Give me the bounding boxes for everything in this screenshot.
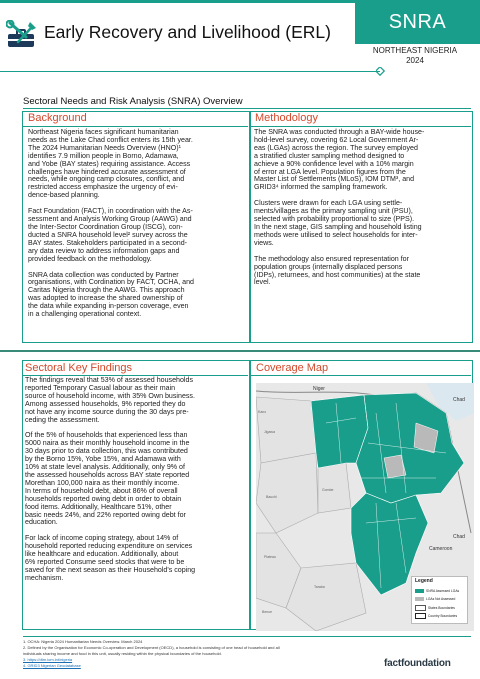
- methodology-heading-rule: [251, 126, 471, 127]
- map-label-bauchi: Bauchi: [266, 495, 277, 499]
- background-paragraph-3: SNRA data collection was conducted by Partner organisations, with Cordination by FACT, OCHA, and Caritas Nigeria through the AAWG. This approach was adopted to increase the shared ownership of the data while expanding in-person coverage, even in a challenging operational context.: [28, 270, 194, 319]
- region-name: NORTHEAST NIGERIA: [372, 46, 458, 55]
- section-divider: [23, 108, 471, 109]
- footnote-2-cont: individuals sharing income and food in this unit, usually residing within the physical boundaries of the household.: [23, 651, 222, 656]
- background-paragraph-1: Northeast Nigeria faces significant humanitarian needs as the Lake Chad conflict enters its 15th year. The 2024 Humanitarian Needs Overview (HNO)¹ identifies 7.9 million people in Borno, Adamawa, and Yobe (BAY states) requiring assistance. Access challenges have hindered accurate assessment of needs, while ongoing camp closures, conflict, and restricted access emphasize the urgency of evi- dence-based planning.: [28, 128, 193, 200]
- divider-diamond-icon: [376, 67, 386, 77]
- region-label: [355, 46, 475, 66]
- map-label-taraba: Taraba: [314, 585, 325, 589]
- footer-divider: [23, 636, 471, 637]
- methodology-heading: Methodology: [255, 112, 318, 124]
- legend-swatch-not-assessed: [415, 597, 424, 601]
- map-label-plateau: Plateau: [264, 555, 276, 559]
- findings-paragraph-1: The findings reveal that 53% of assessed households reported Temporary Casual labour as their main source of household income, with 35% Own business. Among assessed households, 9% reported they do not have any income source during the 30 days pre- ceding the assessment.: [25, 376, 195, 424]
- region-year: 2024: [406, 56, 424, 65]
- background-text: [28, 129, 250, 319]
- background-heading: Background: [28, 112, 87, 124]
- background-heading-rule: [23, 126, 248, 127]
- findings-paragraph-3: For lack of income coping strategy, about 14% of household reported reducing expenditure on services like healthcare and education. Additionally, about 6% reported Consume seed stocks that were to be saved for the next season as their Household's coping mechanism.: [25, 534, 196, 582]
- footnote-1: 1. OCHA: Nigeria 2024 Humanitarian Needs Overview. March 2024: [23, 639, 143, 644]
- header-divider: [0, 71, 380, 72]
- findings-heading: Sectoral Key Findings: [25, 362, 132, 374]
- map-label-jigawa: Jigawa: [264, 430, 275, 434]
- map-label-chad-right: Chad: [453, 534, 465, 540]
- map-label-kano: Kano: [258, 410, 267, 414]
- findings-text: [25, 377, 249, 583]
- map-label-cameroon: Cameroon: [429, 546, 453, 552]
- tools-icon: [6, 20, 40, 50]
- legend-item-not-assessed: LGAs Not Assessed: [415, 597, 455, 601]
- legend-item-assessed: SNRA Assessed LGAs: [415, 589, 459, 593]
- legend-swatch-country: [415, 613, 426, 619]
- background-paragraph-2: Fact Foundation (FACT), in coordination with the As- sessment and Analysis Working Group (AAWG) and the Inter-Sector Coordination Group (ISCG), con- ducted a SNRA household level² survey across the BAY states. Stakeholders participated in a second- ary data review to address information gaps and provided feedback on the methodology.: [28, 207, 193, 263]
- map-label-chad-top: Chad: [453, 397, 465, 403]
- methodology-text: [254, 129, 472, 287]
- findings-paragraph-2: Of the 5% of households that experienced less than 5000 naira as their monthly household income in the 30 days prior to data collection, this was contributed by the Borno 15%, Yobe 15%, and Adamawa with 10% at state level analysis. Additionally, only 9% of the assessed households across BAY state reported Morethan 100,000 naira as their monthly income. In terms of household debt, about 86% of overall households reported owing debt in order to obtain food items. Additionally, Healthcare 51%, other basic needs 24%, and 22% reported owing debt for education.: [25, 431, 190, 527]
- footnote-2: 2. Defined by the Organisation for Economic Co-operation and Development (OECD), a household is consisting of one head of household and all: [23, 645, 280, 650]
- methodology-paragraph-1: The SNRA was conducted through a BAY-wide house- hold-level survey, covering 62 Local Government Ar- eas (LGAs) across the region. The survey employed a stratified cluster sampling method designed to achieve a 90% confidence level with a 10% margin of error at LGA level. Population figures from the Master List of Settlements (MLoS), IOM DTM³, and GRID3⁴ informed the sampling framework.: [254, 128, 425, 192]
- middle-divider: [0, 350, 480, 352]
- footnote-4-link[interactable]: 4. GRID3 Nigerian Geodatabase: [23, 663, 81, 668]
- legend-item-states: States Boundaries: [415, 605, 455, 611]
- legend-item-country: Country Boundaries: [415, 613, 457, 619]
- footnote-3-link[interactable]: 3. https://dtm.iom.int/nigeria: [23, 657, 73, 662]
- map-heading: Coverage Map: [256, 362, 329, 374]
- footnotes: [23, 639, 363, 669]
- map-legend: [411, 576, 468, 624]
- legend-swatch-assessed: [415, 589, 424, 593]
- map-label-gombe: Gombe: [322, 488, 334, 492]
- map-label-niger: Niger: [313, 386, 325, 392]
- map-label-benue: Benue: [262, 610, 273, 614]
- map-heading-rule: [251, 375, 471, 376]
- top-accent-line: [0, 0, 355, 3]
- legend-swatch-states: [415, 605, 426, 611]
- methodology-paragraph-3: The methodology also ensured representation for population groups (internally displaced persons (IDPs), returnees, and host communities) at the state level.: [254, 254, 421, 287]
- page-title: Early Recovery and Livelihood (ERL): [44, 22, 331, 42]
- section-title: Sectoral Needs and Risk Analysis (SNRA) Overview: [23, 96, 243, 107]
- factfoundation-logo: factfoundation: [384, 658, 451, 669]
- legend-title: Legend: [415, 578, 433, 584]
- methodology-paragraph-2: Clusters were drawn for each LGA using settle- ments/villages as the primary sampling unit (PSU), selected with probability proportional to size (PPS). In the next stage, GIS sampling and household listing methods were utilised to select households for inter- views.: [254, 199, 422, 247]
- snra-badge: SNRA: [355, 0, 480, 44]
